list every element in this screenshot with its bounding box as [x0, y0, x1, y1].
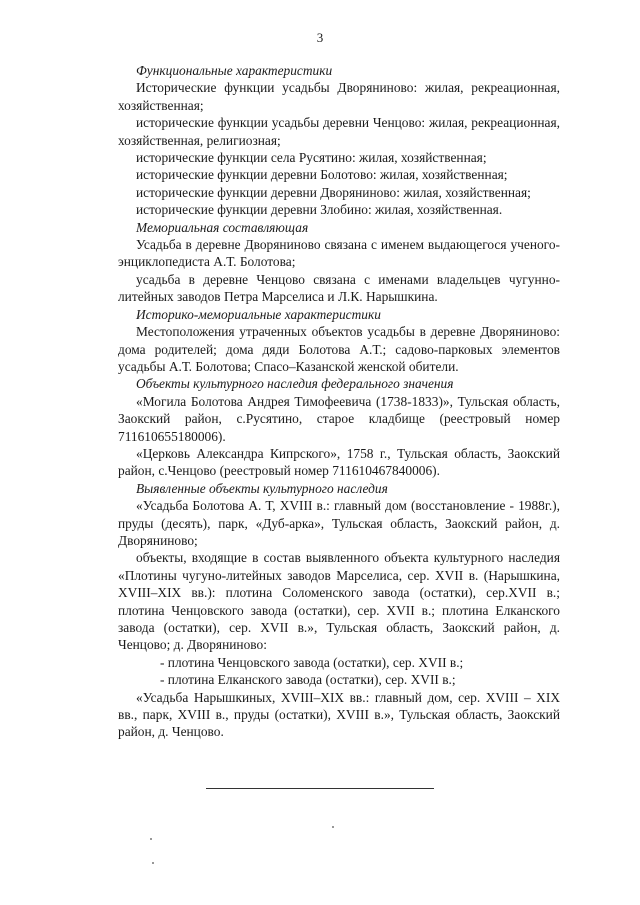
scan-speck	[332, 826, 334, 828]
page-number: 3	[316, 30, 324, 45]
section-heading-historical-memorial: Историко-мемориальные характеристики	[136, 306, 381, 322]
scan-speck	[152, 862, 154, 864]
dash-list-item: - плотина Ченцовского завода (остатки), сер. XVII в.;	[160, 654, 464, 670]
paragraph: Исторические функции усадьбы Дворяниново: жилая, рекреационная, хозяйственная;	[118, 80, 560, 113]
scan-speck	[150, 838, 152, 840]
paragraph: Местоположения утраченных объектов усадьбы в деревне Дворяниново: дома родителей; дома дяди Болотова А.Т.; садово-парковых элементов усадьбы А.Т. Болотова; Спасо–Казанской женской обители.	[118, 324, 560, 374]
paragraph: усадьба в деревне Ченцово связана с именами владельцев чугунно-литейных заводов Петра Марселиса и Л.К. Нарышкина.	[118, 271, 560, 305]
paragraph: исторические функции усадьбы деревни Ченцово: жилая, рекреационная, хозяйственная, религиозная;	[118, 115, 560, 148]
section-heading-federal-heritage: Объекты культурного наследия федерального значения	[136, 376, 454, 392]
paragraph: «Могила Болотова Андрея Тимофеевича (1738-1833)», Тульская область, Заокский район, с.Русятино, старое кладбище (реестровый номер 711610655180006).	[118, 393, 560, 444]
dash-list-item: - плотина Елканского завода (остатки), сер. XVII в.;	[160, 672, 456, 688]
paragraph: Усадьба в деревне Дворяниново связана с именем выдающегося ученого-энциклопедиста А.Т. Болотова;	[118, 237, 560, 270]
paragraph: «Церковь Александра Кипрского», 1758 г., Тульская область, Заокский район, с.Ченцово (реестровый номер 711610467840006).	[118, 445, 560, 479]
section-heading-identified-heritage: Выявленные объекты культурного наследия	[136, 480, 388, 496]
paragraph: исторические функции деревни Дворяниново: жилая, хозяйственная;	[136, 184, 531, 200]
document-body	[118, 62, 560, 741]
section-heading-functional: Функциональные характеристики	[136, 63, 333, 78]
section-heading-memorial: Мемориальная составляющая	[136, 219, 309, 235]
end-rule-divider	[206, 788, 434, 789]
paragraph: «Усадьба Нарышкиных, XVIII–XIX вв.: главный дом, сер. XVIII – XIX вв., парк, XVIII в., пруды (остатки), XVIII в.», Тульская область, Заокский район, д. Ченцово.	[118, 689, 560, 740]
paragraph: исторические функции деревни Болотово: жилая, хозяйственная;	[136, 167, 508, 183]
paragraph: «Усадьба Болотова А. Т, XVIII в.: главный дом (восстановление - 1988г.), пруды (десять), парк, «Дуб-арка», Тульская область, Заокский район, д. Дворяниново;	[118, 498, 560, 548]
paragraph: исторические функции деревни Злобино: жилая, хозяйственная.	[136, 202, 503, 218]
paragraph: объекты, входящие в состав выявленного объекта культурного наследия «Плотины чугуно-литейных заводов Марселиса, сер. XVII в. (Нарышкина, XVIII–XIX вв.): плотина Соломенского завода (остатки), сер.XVII в.; плотина Ченцовского завода (остатки), сер. XVII в.; плотина Елканского завода (остатки), сер. XVII в.», Тульская область, Заокский район, д. Ченцово; д. Дворяниново:	[118, 550, 560, 653]
paragraph: исторические функции села Русятино: жилая, хозяйственная;	[136, 150, 487, 166]
